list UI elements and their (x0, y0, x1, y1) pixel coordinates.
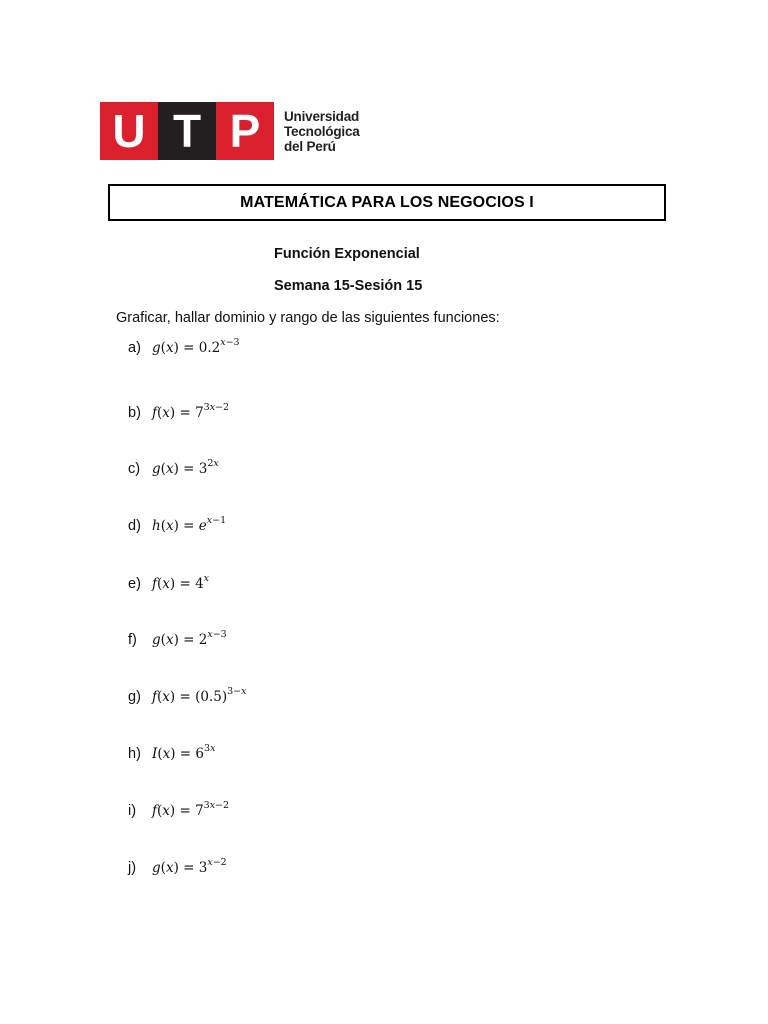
formula-base: 3 (198, 461, 208, 477)
function-name: f (152, 576, 157, 592)
course-title-box (108, 184, 666, 221)
logo-text-line-3: del Perú (284, 138, 336, 154)
utp-logo (100, 102, 360, 160)
formula-exponent: x−1 (206, 515, 227, 526)
instruction-text: Graficar, hallar dominio y rango de las siguientes funciones: (116, 310, 500, 326)
function-name: f (152, 803, 157, 819)
exercise-letter: a) (128, 340, 141, 356)
exercise-formula: $f(x) = (0.5)^{3-x}$ (152, 686, 247, 705)
function-variable: x (162, 689, 170, 705)
formula-base: 2 (198, 632, 208, 648)
logo-text-line-2: Tecnológica (284, 123, 360, 139)
exercise-item (128, 800, 230, 819)
exercise-item (128, 857, 227, 876)
exercise-formula: $f(x) = 7^{3x-2}$ (152, 402, 230, 421)
formula-exponent: 3x (204, 743, 216, 754)
exercise-item (128, 629, 227, 648)
function-name: f (152, 689, 157, 705)
logo-university-name (284, 109, 360, 154)
exercise-item (128, 458, 219, 477)
function-name: h (152, 518, 161, 534)
function-name: I (152, 746, 158, 762)
exercise-formula: $g(x) = 3^{x-2}$ (152, 857, 227, 876)
exercise-item (128, 402, 230, 421)
exercise-item (128, 686, 247, 705)
function-variable: x (162, 576, 170, 592)
exercise-letter: j) (128, 860, 137, 876)
formula-base: 0.2 (198, 340, 221, 356)
formula-base: 3 (198, 860, 208, 876)
function-variable: x (162, 746, 171, 762)
function-variable: x (165, 518, 174, 534)
function-name: g (152, 461, 161, 477)
function-variable: x (162, 405, 170, 421)
logo-letter-t: T (158, 102, 216, 160)
formula-exponent: x−2 (207, 857, 227, 868)
exercise-letter: b) (128, 405, 141, 421)
exercise-formula: $g(x) = 0.2^{x-3}$ (152, 337, 240, 356)
function-variable: x (165, 340, 174, 356)
function-variable: x (165, 461, 174, 477)
formula-base: 4 (195, 576, 204, 592)
function-name: g (152, 632, 161, 648)
function-variable: x (165, 860, 174, 876)
exercise-item (128, 743, 216, 762)
exercise-formula: $g(x) = 3^{2x}$ (152, 458, 219, 477)
formula-exponent: x−3 (220, 337, 240, 348)
topic-heading: Función Exponencial (274, 246, 420, 262)
formula-base: 7 (195, 803, 204, 819)
formula-exponent: x (203, 573, 210, 584)
exercise-letter: c) (128, 461, 141, 477)
exercise-letter: e) (128, 576, 141, 592)
exercise-formula: $h(x) = e^{x-1}$ (152, 515, 227, 534)
exercise-letter: d) (128, 518, 141, 534)
formula-base: (0.5) (195, 689, 228, 705)
exercise-item (128, 337, 240, 356)
formula-exponent: 3−x (227, 686, 247, 697)
function-name: g (152, 860, 161, 876)
exercise-formula: $I(x) = 6^{3x}$ (152, 743, 216, 762)
logo-text-line-1: Universidad (284, 108, 360, 124)
exercise-formula: $f(x) = 4^x$ (152, 573, 210, 592)
exercise-item (128, 515, 227, 534)
exercise-item (128, 573, 210, 592)
function-name: f (152, 405, 157, 421)
exercise-formula: $f(x) = 7^{3x-2}$ (152, 800, 230, 819)
formula-base: 7 (195, 405, 204, 421)
formula-base: 6 (195, 746, 205, 762)
function-variable: x (162, 803, 170, 819)
exercise-formula: $g(x) = 2^{x-3}$ (152, 629, 227, 648)
formula-exponent: 3x−2 (203, 402, 230, 413)
logo-letter-p: P (216, 102, 274, 160)
course-title: MATEMÁTICA PARA LOS NEGOCIOS I (240, 193, 534, 211)
exercise-letter: i) (128, 803, 137, 819)
formula-exponent: 2x (207, 458, 219, 469)
exercise-letter: h) (128, 746, 141, 762)
formula-exponent: x−3 (207, 629, 227, 640)
exercise-letter: g) (128, 689, 141, 705)
function-variable: x (165, 632, 174, 648)
formula-base: e (198, 518, 207, 534)
exercise-letter: f) (128, 632, 137, 648)
logo-letter-u: U (100, 102, 158, 160)
formula-exponent: 3x−2 (203, 800, 230, 811)
session-heading: Semana 15-Sesión 15 (274, 278, 423, 294)
function-name: g (152, 340, 161, 356)
